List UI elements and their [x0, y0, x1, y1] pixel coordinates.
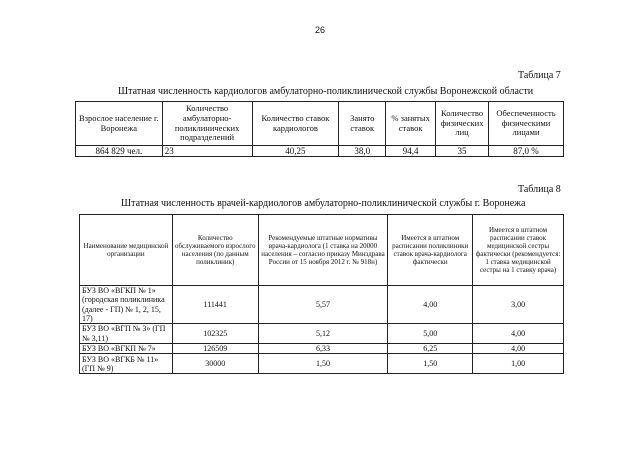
table7-header: Взрослое население г. Воронежа: [76, 102, 163, 146]
table-cell: 4,00: [473, 324, 564, 344]
table-cell: 5,57: [258, 286, 388, 324]
table-cell: БУЗ ВО «ВГКП № 1» (городская поликлиника (далее - ГП) № 1, 2, 15, 17): [80, 286, 173, 324]
table-cell: 5,00: [388, 324, 473, 344]
table8-header-row: [80, 215, 564, 286]
table-cell: 1,50: [388, 354, 473, 374]
table-cell: 1,00: [473, 354, 564, 374]
table8-number: Таблица 8: [518, 184, 561, 195]
table-cell: 102325: [172, 324, 258, 344]
table-row: [80, 354, 564, 374]
table-cell: БУЗ ВО «ВГП № 3» (ГП № 3,11): [80, 324, 173, 344]
table7-header: Количество амбулаторно-поликлинических подразделений: [162, 102, 252, 146]
table-cell: 23: [162, 146, 252, 157]
table-cell: 4,00: [388, 286, 473, 324]
table7-caption: Штатная численность кардиологов амбулаторно-поликлинической службы Воронежской области: [118, 86, 534, 97]
table7-header: Количество физических лиц: [436, 102, 489, 146]
table7-header: Занято ставок: [339, 102, 386, 146]
table-cell: 4,00: [473, 344, 564, 354]
table7: [75, 101, 564, 157]
table8-header: Рекомендуемые штатные нормативы врача-кардиолога (1 ставка на 20000 населения – согласно приказу Минздрава России от 15 ноября 2012 г. № 918н): [258, 215, 388, 286]
table-cell: 6,33: [258, 344, 388, 354]
table-cell: 30000: [172, 354, 258, 374]
page-number: 26: [314, 25, 325, 35]
table8-caption: Штатная численность врачей-кардиологов амбулаторно-поликлинической службы г. Воронежа: [121, 198, 526, 209]
table7-number: Таблица 7: [518, 70, 561, 81]
table8-header: Имеется в штатном расписании поликлиники ставок врача-кардиолога фактически: [388, 215, 473, 286]
table-row: [76, 146, 564, 157]
table-row: [80, 344, 564, 354]
table-row: [80, 324, 564, 344]
table-cell: 6,25: [388, 344, 473, 354]
table-cell: 87,0 %: [489, 146, 564, 157]
table7-header: Количество ставок кардиологов: [252, 102, 339, 146]
table7-header-row: [76, 102, 564, 146]
table8-header: Имеется в штатном расписании ставок медицинской сестры фактически (рекомендуется: 1 ставка медицинской сестры на 1 ставку врача): [473, 215, 564, 286]
table-row: [80, 286, 564, 324]
table-cell: 111441: [172, 286, 258, 324]
table8-header: Количество обслуживаемого взрослого населения (по данным поликлиник): [172, 215, 258, 286]
table7-header: Обеспеченность физическими лицами: [489, 102, 564, 146]
table8-header: Наименование медицинской организации: [80, 215, 173, 286]
table-cell: 126509: [172, 344, 258, 354]
table-cell: 38,0: [339, 146, 386, 157]
table-cell: 1,50: [258, 354, 388, 374]
table-cell: 94,4: [386, 146, 436, 157]
table7-header: % занятых ставок: [386, 102, 436, 146]
table-cell: 35: [436, 146, 489, 157]
table-cell: 3,00: [473, 286, 564, 324]
table-cell: 864 829 чел.: [76, 146, 163, 157]
table8: [79, 214, 564, 374]
table-cell: 40,25: [252, 146, 339, 157]
table-cell: БУЗ ВО «ВГКП № 7»: [80, 344, 173, 354]
table-cell: БУЗ ВО «ВГКБ № 11» (ГП № 9): [80, 354, 173, 374]
table-cell: 5,12: [258, 324, 388, 344]
